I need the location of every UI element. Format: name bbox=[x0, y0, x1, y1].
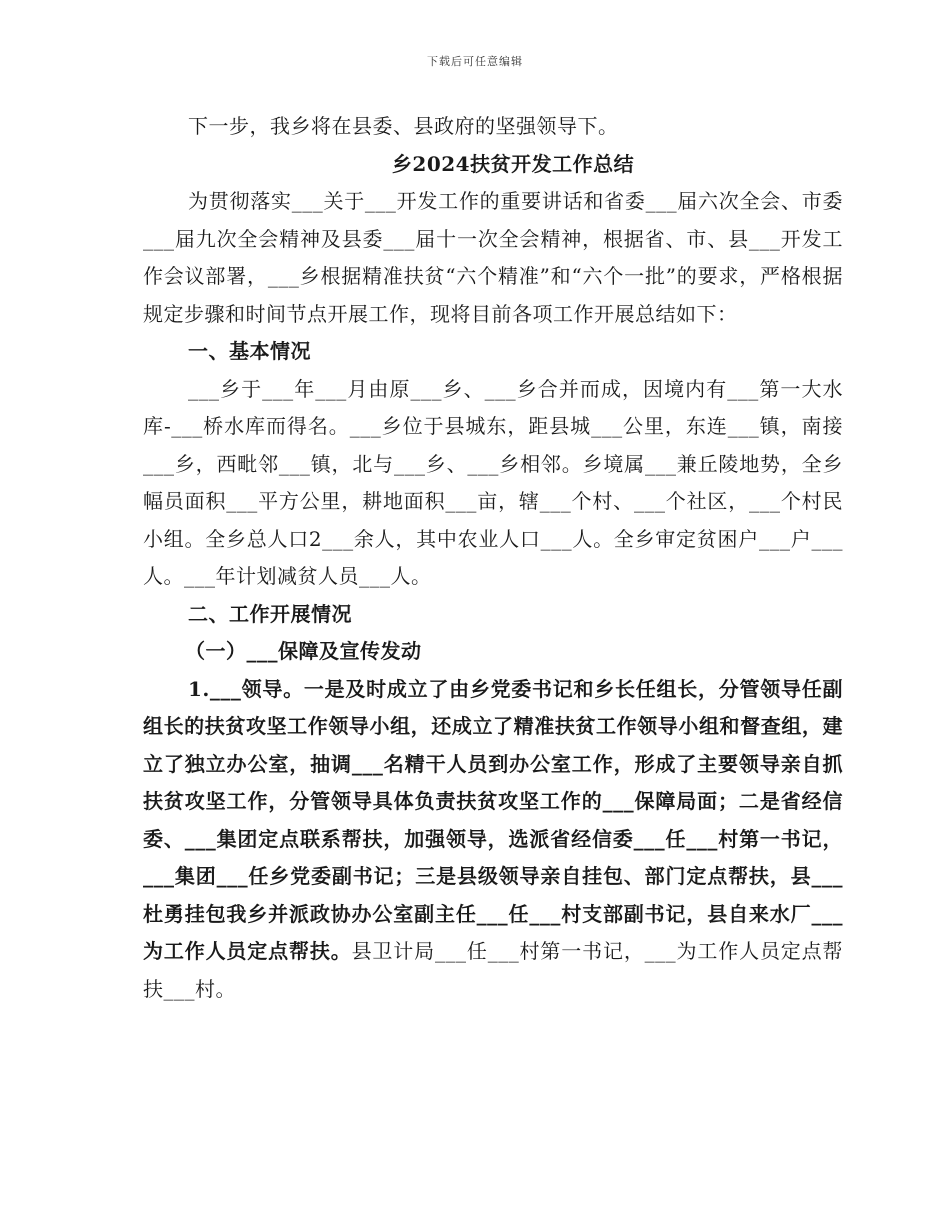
section-heading-work: 二、工作开展情况 bbox=[188, 601, 352, 626]
paragraph-intro: 为贯彻落实___关于___开发工作的重要讲话和省委___届六次全会、市委___届九次全会精神及县委___届十一次全会精神，根据省、市、县___开发工作会议部署，___乡根据精准扶贫“六个精准”和“六个一批”的要求，严格根据规定步骤和时间节点开展工作，现将目前各项工作开展总结如下： bbox=[143, 189, 843, 326]
paragraph-leadership-normal: 县卫计局___任___村第一书记，___为工作人员定点帮扶___村。 bbox=[143, 939, 844, 1001]
paragraph-leadership-bold: 1.___领导。一是及时成立了由乡党委书记和乡长任组长，分管领导任副组长的扶贫攻坚工作领导小组，还成立了精准扶贫工作领导小组和督查组，建立了独立办公室，抽调___名精干人员到办公室工作，形成了主要领导亲自抓扶贫攻坚工作，分管领导具体负责扶贫攻坚工作的___保障局面；二是省经信委、___集团定点联系帮扶，加强领导，选派省经信委___任___村第一书记，___集团___任乡党委副书记；三是县级领导亲自挂包、部门定点帮扶，县___杜勇挂包我乡并派政协办公室副主任___任___村支部副书记，县自来水厂___为工作人员定点帮扶。 bbox=[143, 676, 843, 963]
section-heading-basic: 一、基本情况 bbox=[188, 339, 311, 363]
header-note: 下载后可任意编辑 bbox=[427, 55, 523, 68]
document-title: 乡2024扶贫开发工作总结 bbox=[391, 151, 635, 176]
subsection-heading-guarantee: （一）___保障及宣传发动 bbox=[185, 639, 422, 663]
intro-line: 下一步，我乡将在县委、县政府的坚强领导下。 bbox=[188, 114, 619, 138]
paragraph-leadership bbox=[143, 671, 843, 1009]
document-body bbox=[143, 108, 843, 1008]
paragraph-basic-situation: ___乡于___年___月由原___乡、___乡合并而成，因境内有___第一大水库-___桥水库而得名。___乡位于县城东，距县城___公里，东连___镇，南接___乡，西毗邻___镇，北与___乡、___乡相邻。乡境属___兼丘陵地势，全乡幅员面积___平方公里，耕地面积___亩，辖___个村、___个社区，___个村民小组。全乡总人口2___余人，其中农业人口___人。全乡审定贫困户___户___人。___年计划减贫人员___人。 bbox=[143, 376, 843, 588]
